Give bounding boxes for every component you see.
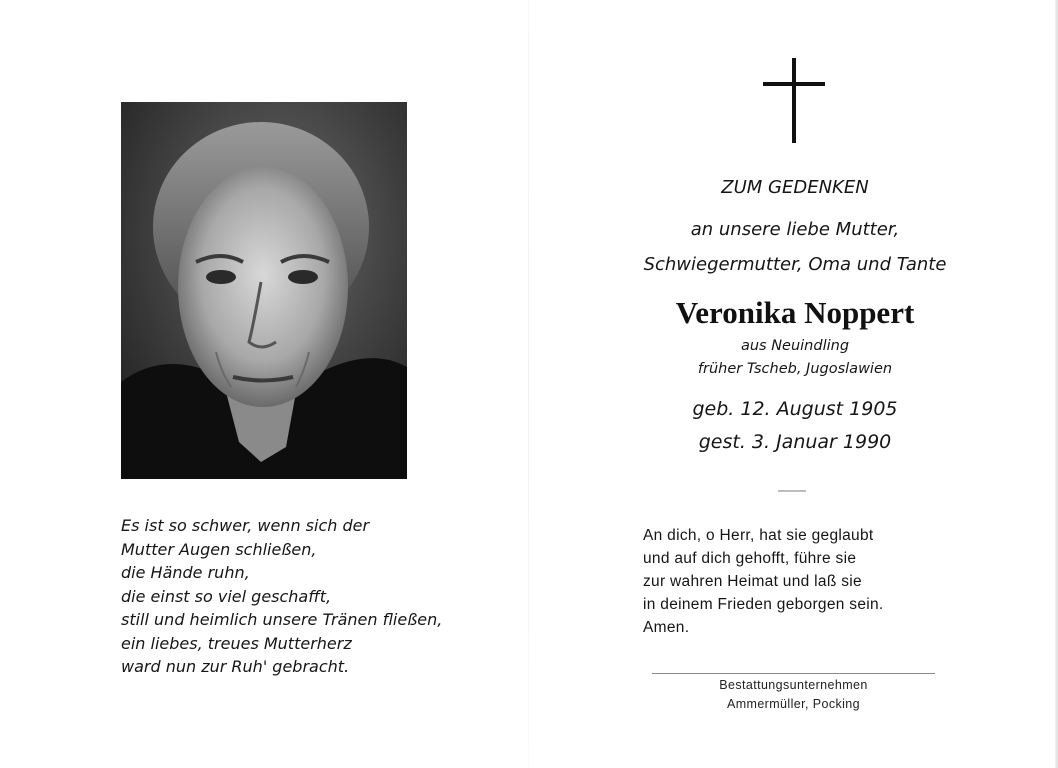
prayer-line: und auf dich gehofft, führe sie xyxy=(643,550,857,567)
memorial-heading: ZUM GEDENKEN xyxy=(721,177,869,198)
poem-line: die Hände ruhn, xyxy=(121,563,250,582)
origin-current: aus Neuindling xyxy=(740,338,850,354)
poem-line: still und heimlich unsere Tränen fließen, xyxy=(121,610,443,629)
prayer-line: Amen. xyxy=(643,619,690,636)
poem-line: ward nun zur Ruh' gebracht. xyxy=(121,657,350,676)
funeral-home-label: Bestattungsunternehmen xyxy=(719,678,868,692)
portrait-photo xyxy=(121,102,407,479)
birth-date: geb. 12. August 1905 xyxy=(692,398,898,420)
prayer-line: zur wahren Heimat und laß sie xyxy=(643,573,862,590)
dedication-line-2: Schwiegermutter, Oma und Tante xyxy=(643,254,947,275)
poem-line: ein liebes, treues Mutterherz xyxy=(121,633,352,653)
death-date: gest. 3. Januar 1990 xyxy=(698,431,892,453)
poem xyxy=(121,514,501,679)
prayer-line: in deinem Frieden geborgen sein. xyxy=(643,596,884,613)
footer-rule xyxy=(652,673,935,674)
portrait-image xyxy=(121,102,407,479)
funeral-home-name: Ammermüller, Pocking xyxy=(726,697,861,711)
dedication-line-1: an unsere liebe Mutter, xyxy=(690,219,900,240)
poem-line: die einst so viel geschafft, xyxy=(121,586,332,606)
deceased-name: Veronika Noppert xyxy=(675,295,915,330)
cross-vertical-bar xyxy=(792,58,796,143)
card-fold xyxy=(528,0,529,768)
prayer xyxy=(643,524,953,639)
divider-dash xyxy=(778,490,806,492)
cross-horizontal-bar xyxy=(763,82,825,86)
origin-former: früher Tscheb, Jugoslawien xyxy=(697,361,893,377)
prayer-line: An dich, o Herr, hat sie geglaubt xyxy=(643,527,874,544)
poem-line: Es ist so schwer, wenn sich der xyxy=(121,516,370,535)
poem-line: Mutter Augen schließen, xyxy=(121,539,317,559)
